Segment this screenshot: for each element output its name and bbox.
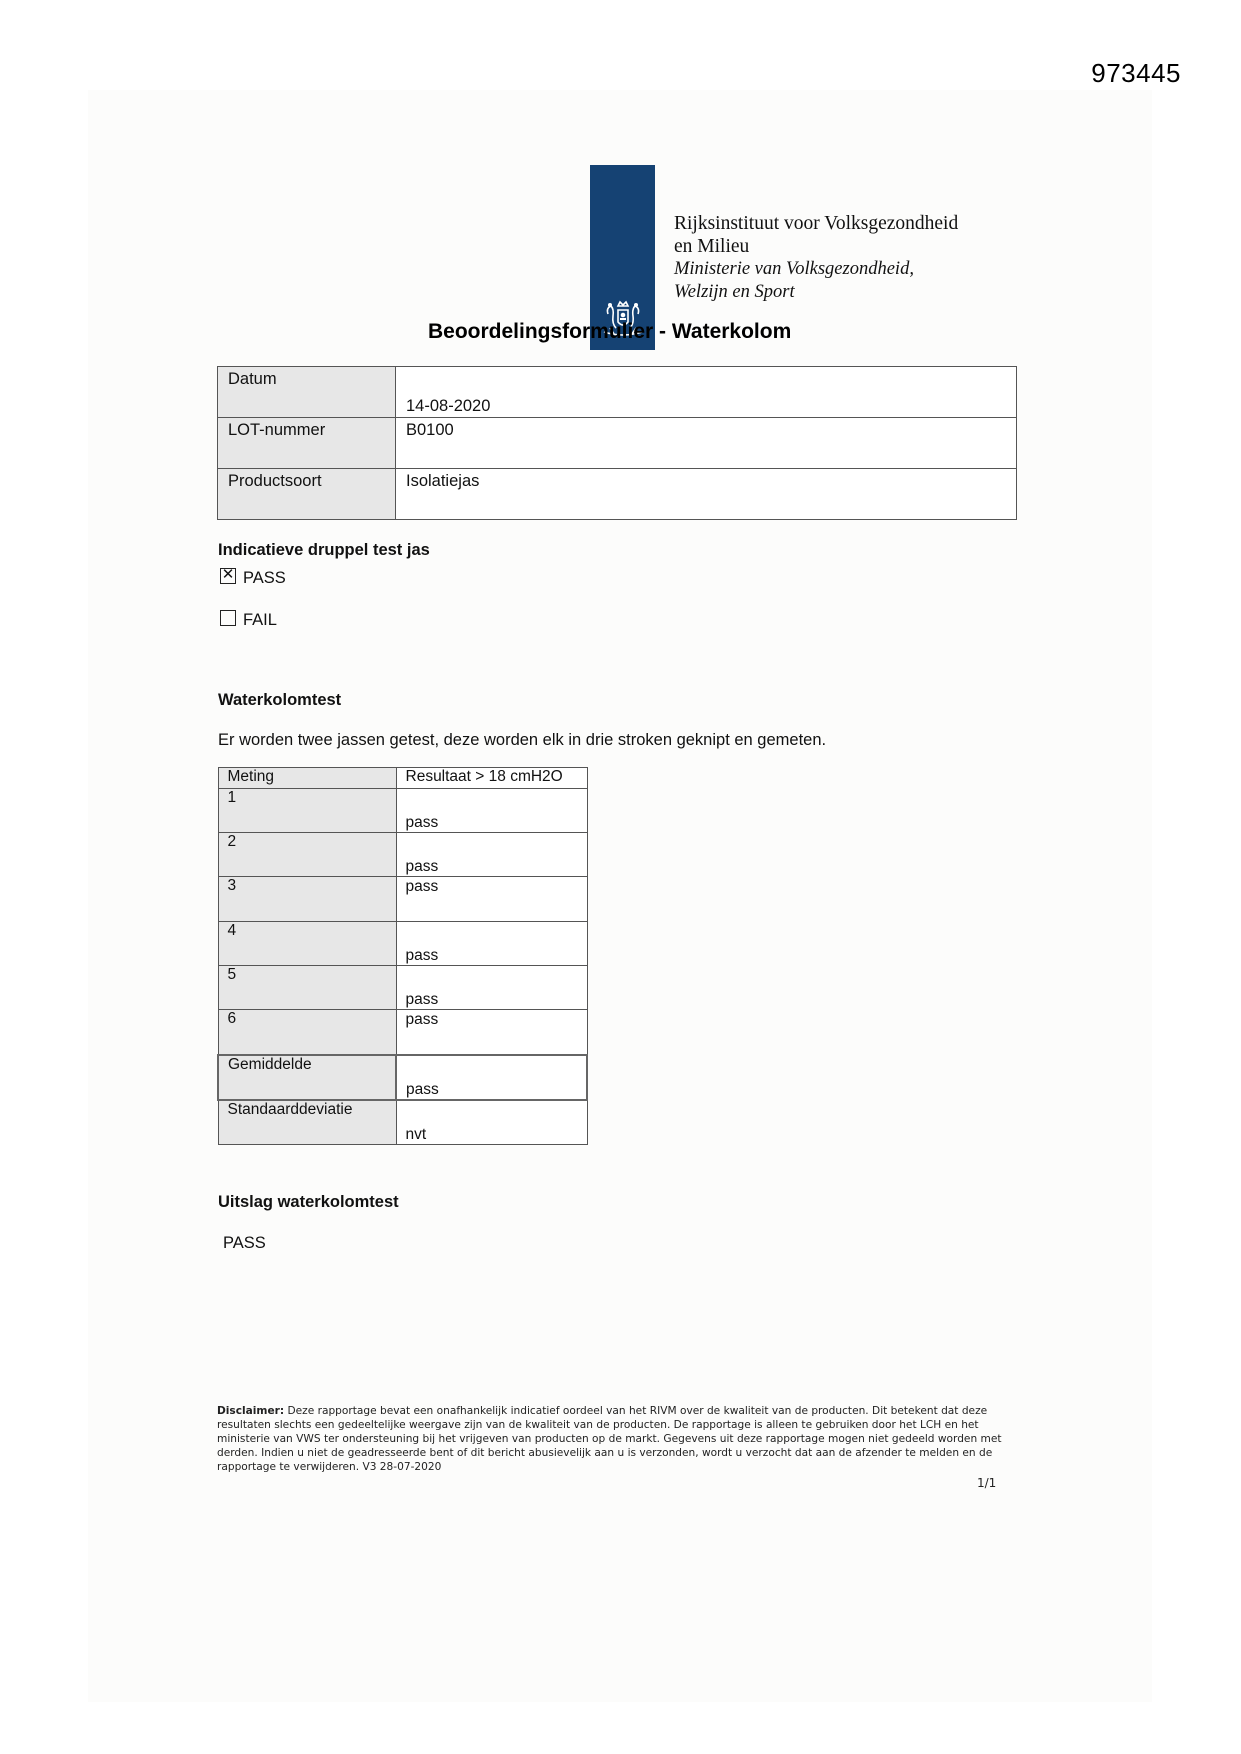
measurement-value: pass bbox=[396, 877, 587, 922]
checkbox-checked-icon[interactable]: ✕ bbox=[221, 566, 235, 583]
column-header: Resultaat > 18 cmH2O bbox=[396, 768, 587, 789]
disclaimer-text: Deze rapportage bevat een onafhankelijk indicatief oordeel van het RIVM over de kwaliteit van de producten. Dit betekent dat deze resultaten slechts een gedeeltelijke weergave zijn van de kwaliteit van de producten. De rapportage is alleen te gebruiken door het LCH en het ministerie van VWS ter ondersteuning bij het vrijgeven van producten op de markt. Gegevens uit deze rapportage mogen niet gedeeld worden met derden. Indien u niet de geadresseerde bent of dit bericht abusievelijk aan u is verzonden, wordt u verzocht dat aan de afzender te melden en de rapportage te verwijderen. V3 28-07-2020 bbox=[217, 1405, 1002, 1473]
measurement-label: 2 bbox=[218, 833, 396, 877]
measurement-value: pass bbox=[396, 922, 587, 966]
measurement-value: pass bbox=[396, 833, 587, 877]
checkbox-unchecked-icon[interactable] bbox=[220, 610, 236, 626]
measurement-table bbox=[217, 767, 588, 1145]
info-table bbox=[217, 366, 1017, 520]
table-row bbox=[218, 1010, 587, 1056]
measurement-label: 4 bbox=[218, 922, 396, 966]
org-line-2: en Milieu bbox=[674, 236, 750, 257]
waterkolom-description: Er worden twee jassen getest, deze worden elk in drie stroken geknipt en gemeten. bbox=[218, 731, 827, 749]
ministry-line-1: Ministerie van Volksgezondheid, bbox=[674, 259, 914, 279]
table-row bbox=[218, 789, 587, 833]
measurement-value: pass bbox=[396, 966, 587, 1010]
measurement-value: pass bbox=[396, 1055, 587, 1100]
option-label: FAIL bbox=[243, 611, 277, 629]
drop-test-option-fail[interactable] bbox=[220, 610, 277, 630]
measurement-label: 6 bbox=[218, 1010, 396, 1056]
drop-test-option-pass[interactable] bbox=[220, 568, 286, 588]
table-header-row bbox=[218, 768, 587, 789]
measurement-label: Standaarddeviatie bbox=[218, 1100, 396, 1145]
column-header: Meting bbox=[218, 768, 396, 789]
info-value: 14-08-2020 bbox=[396, 367, 1017, 418]
measurement-value: pass bbox=[396, 1010, 587, 1056]
organization-name bbox=[674, 212, 958, 304]
disclaimer bbox=[217, 1404, 1017, 1474]
info-value: B0100 bbox=[396, 418, 1017, 469]
option-label: PASS bbox=[243, 569, 286, 587]
measurement-label: 5 bbox=[218, 966, 396, 1010]
ministry-line-2: Welzijn en Sport bbox=[674, 282, 795, 302]
info-label: Datum bbox=[218, 367, 396, 418]
uitslag-heading: Uitslag waterkolomtest bbox=[218, 1193, 399, 1211]
measurement-label: Gemiddelde bbox=[218, 1055, 396, 1100]
table-row-average bbox=[218, 1055, 587, 1100]
info-row-lot bbox=[218, 418, 1017, 469]
info-row-datum bbox=[218, 367, 1017, 418]
table-row bbox=[218, 877, 587, 922]
table-row bbox=[218, 966, 587, 1010]
drop-test-heading: Indicatieve druppel test jas bbox=[218, 541, 430, 559]
info-label: LOT-nummer bbox=[218, 418, 396, 469]
info-label: Productsoort bbox=[218, 469, 396, 520]
uitslag-value: PASS bbox=[223, 1234, 266, 1252]
info-value: Isolatiejas bbox=[396, 469, 1017, 520]
measurement-label: 1 bbox=[218, 789, 396, 833]
info-row-productsoort bbox=[218, 469, 1017, 520]
org-line-1: Rijksinstituut voor Volksgezondheid bbox=[674, 213, 959, 234]
measurement-label: 3 bbox=[218, 877, 396, 922]
table-row bbox=[218, 922, 587, 966]
table-row bbox=[218, 833, 587, 877]
document-id: 973445 bbox=[1091, 58, 1181, 88]
table-row-stddev bbox=[218, 1100, 587, 1145]
waterkolom-heading: Waterkolomtest bbox=[218, 691, 342, 709]
measurement-value: nvt bbox=[396, 1100, 587, 1145]
disclaimer-label: Disclaimer: bbox=[217, 1405, 285, 1417]
measurement-value: pass bbox=[396, 789, 587, 833]
form-title: Beoordelingsformulier - Waterkolom bbox=[428, 320, 792, 343]
page-number: 1/1 bbox=[977, 1476, 997, 1490]
